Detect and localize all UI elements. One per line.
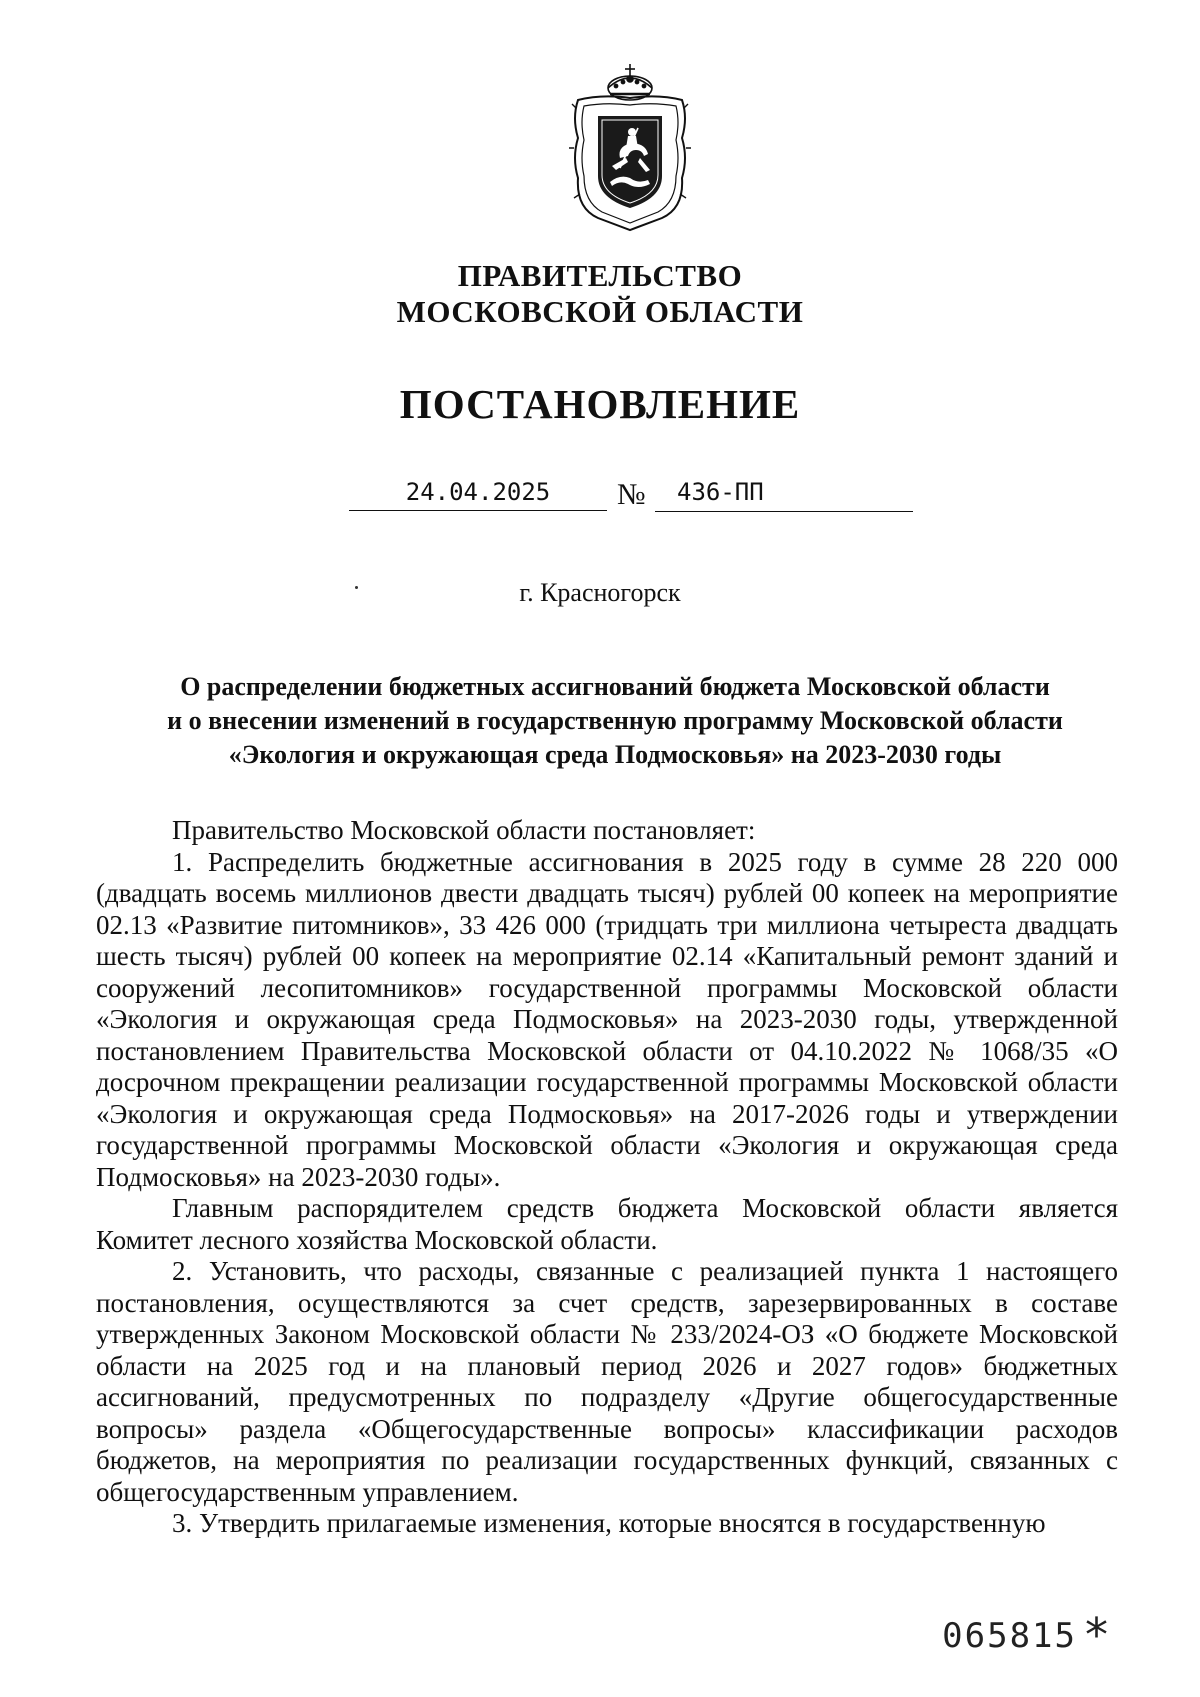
decree-number-field [655, 478, 913, 512]
preamble-paragraph: Правительство Московской области постановляет: [172, 815, 756, 845]
form-serial-number [942, 1608, 1110, 1662]
number-sign: № [617, 478, 646, 511]
item-2-paragraph: 2. Установить, что расходы, связанные с реализацией пункта 1 настоящего постановления, осуществляются за счет средств, зарезервированных в составе утвержденных Законом Московской области № 233/2024-ОЗ «О бюджете Московской области на 2025 год и на плановый период 2026 и 2027 годов» бюджетных ассигнований, предусмотренных по подразделу «Другие общегосударственные вопросы» раздела «Общегосударственные вопросы» классификации расходов бюджетов, на мероприятия по реализации государственных функций, связанных с общегосударственным управлением. [96, 1256, 1118, 1507]
government-name-line1: ПРАВИТЕЛЬСТВО [457, 258, 743, 293]
shield-icon [598, 116, 662, 208]
city-of-issue: г. Красногорск [519, 578, 681, 607]
subject-line-3: «Экология и окружающая среда Подмосковья» на 2023-2030 годы [228, 740, 1002, 769]
document-type-title: ПОСТАНОВЛЕНИЕ [399, 381, 801, 427]
crown-icon [608, 64, 652, 100]
decree-date: 24.04.2025 [405, 478, 551, 506]
item-3-paragraph: 3. Утвердить прилагаемые изменения, которые вносятся в государственную [172, 1508, 1046, 1538]
decree-date-field [349, 478, 607, 511]
subject-line-1: О распределении бюджетных ассигнований бюджета Московской области [180, 672, 1050, 701]
asterisk-mark: * [1085, 1608, 1110, 1662]
serial-number-text: 065815 [942, 1616, 1077, 1656]
government-name-line2: МОСКОВСКОЙ ОБЛАСТИ [396, 294, 804, 329]
decree-subject [120, 670, 1110, 772]
subject-line-2: и о внесении изменений в государственную программу Московской области [167, 706, 1063, 735]
item-1-manager-paragraph: Главным распорядителем средств бюджета Московской области является Комитет лесного хозяйства Московской области. [96, 1193, 1118, 1255]
decree-body [96, 815, 1118, 1540]
decree-number: 436-ПП [677, 478, 764, 506]
item-1-paragraph: 1. Распределить бюджетные ассигнования в 2025 году в сумме 28 220 000 (двадцать восемь миллионов двести двадцать тысяч) рублей 00 копеек на мероприятие 02.13 «Развитие питомников», 33 426 000 (тридцать три миллиона четыреста двадцать шесть тысяч) рублей 00 копеек на мероприятие 02.14 «Капитальный ремонт зданий и сооружений лесопитомников» государственной программы Московской области «Экология и окружающая среда Подмосковья» на 2023-2030 годы, утвержденной постановлением Правительства Московской области от 04.10.2022 № 1068/35 «О досрочном прекращении реализации государственной программы Московской области «Экология и окружающая среда Подмосковья» на 2017-2026 годы и утверждении государственной программы Московской области «Экология и окружающая среда Подмосковья» на 2023-2030 годы». [96, 846, 1118, 1192]
moscow-oblast-coat-of-arms-emblem [568, 58, 692, 234]
